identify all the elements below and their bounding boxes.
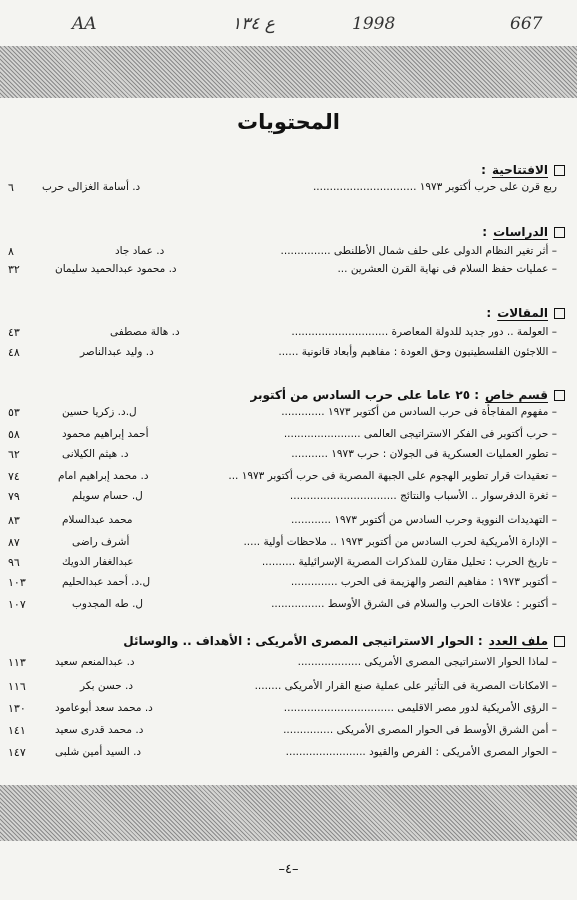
entry-author: د. هيثم الكيلانى — [62, 448, 129, 460]
page-title: المحتويات — [237, 110, 340, 134]
entry-title: – الإدارة الأمريكية لحرب السادس من أكتوبر ١٩٧٣ .. ملاحظات أولية ..... — [243, 536, 557, 548]
entry-page: ٥٨ — [8, 428, 20, 441]
entry-page: ٩٦ — [8, 556, 20, 569]
toc-entry — [0, 656, 577, 671]
entry-author: أحمد إبراهيم محمود — [62, 428, 149, 440]
toc-entry — [0, 598, 577, 613]
entry-title: – اللاجئون الفلسطينيون وحق العودة : مفاهيم وأبعاد قانونية ...... — [278, 346, 557, 358]
handwritten-number: 667 — [510, 14, 543, 34]
entry-title: – الامكانات المصرية فى التأثير على عملية صنع القرار الأمريكى ........ — [254, 680, 557, 692]
toc-entry — [0, 326, 577, 341]
toc-entry — [0, 680, 577, 695]
checkbox-square-icon — [554, 227, 565, 238]
section-label: الافتتاحية — [491, 163, 548, 177]
entry-page: ١٤٧ — [8, 746, 26, 759]
toc-entry — [0, 245, 577, 260]
entry-title: – لماذا الحوار الاستراتيجى المصرى الأمريكى ................... — [297, 656, 557, 668]
entry-title: – العولمة .. دور جديد للدولة المعاصرة ............................. — [291, 326, 557, 338]
section-heading — [251, 388, 565, 402]
toc-entry — [0, 346, 577, 361]
entry-page: ٦٢ — [8, 448, 20, 461]
checkbox-square-icon — [554, 165, 565, 176]
handwritten-code: ع ١٣٤ — [232, 14, 275, 34]
entry-author: د. حسن بكر — [80, 680, 134, 692]
entry-page: ٧٤ — [8, 470, 20, 483]
entry-page: ١٠٣ — [8, 576, 26, 589]
page-number: –٤– — [278, 862, 299, 877]
entry-page: ٤٣ — [8, 326, 20, 339]
entry-author: د. وليد عبدالناصر — [80, 346, 154, 358]
toc-entry — [0, 746, 577, 761]
entry-author: د. محمود عبدالحميد سليمان — [55, 263, 177, 275]
entry-title: ربع قرن على حرب أكتوبر ١٩٧٣ ............................... — [312, 181, 557, 193]
entry-author: محمد عبدالسلام — [62, 514, 133, 526]
entry-title: – أمن الشرق الأوسط فى الحوار المصرى الأمريكى ............... — [283, 724, 557, 736]
section-suffix: : ٢٥ عاما على حرب السادس من أكتوبر — [250, 388, 480, 402]
entry-author: ل.د. أحمد عبدالحليم — [62, 576, 151, 588]
entry-title: – أثر تغير النظام الدولى على حلف شمال الأطلنطى ............... — [280, 245, 557, 257]
toc-entry — [0, 556, 577, 571]
entry-title: – تعقيدات قرار تطوير الهجوم على الجبهة المصرية فى حرب أكتوبر ١٩٧٣ ... — [228, 470, 557, 482]
section-suffix: : الحوار الاستراتيجى المصرى الأمريكى : الأهداف .. والوسائل — [123, 634, 483, 648]
entry-page: ٥٣ — [8, 406, 20, 419]
entry-author: ل. طه المجدوب — [72, 598, 144, 610]
section-heading — [123, 634, 565, 648]
entry-author: عبدالغفار الدويك — [62, 556, 134, 568]
entry-title: – أكتوبر ١٩٧٣ : مفاهيم النصر والهزيمة فى الحرب .............. — [290, 576, 557, 588]
section-label: قسم خاص — [485, 388, 548, 402]
checkbox-square-icon — [554, 390, 565, 401]
entry-author: د. أسامة الغزالى حرب — [42, 181, 141, 193]
toc-entry — [0, 406, 577, 421]
entry-title: – تطور العمليات العسكرية فى الجولان : حرب ١٩٧٣ ........... — [291, 448, 557, 460]
entry-page: ٣٢ — [8, 263, 20, 276]
section-heading — [481, 163, 565, 177]
section-heading — [486, 306, 565, 320]
entry-page: ٤٨ — [8, 346, 20, 359]
entry-author: د. هالة مصطفى — [110, 326, 180, 338]
entry-author: د. محمد قدرى سعيد — [55, 724, 144, 736]
entry-page: ١١٣ — [8, 656, 26, 669]
entry-title: – تاريخ الحرب : تحليل مقارن للمذكرات المصرية الإسرائيلية .......... — [261, 556, 557, 568]
section-suffix: : — [481, 163, 486, 177]
toc-entry — [0, 490, 577, 505]
entry-page: ٦ — [8, 181, 14, 194]
entry-page: ١١٦ — [8, 680, 26, 693]
entry-title: – عمليات حفظ السلام فى نهاية القرن العشرين ... — [337, 263, 557, 275]
toc-entry — [0, 428, 577, 443]
entry-page: ٨٣ — [8, 514, 20, 527]
section-label: ملف العدد — [488, 634, 548, 648]
section-label: المقالات — [497, 306, 548, 320]
entry-page: ١٣٠ — [8, 702, 26, 715]
section-label: الدراسات — [493, 225, 548, 239]
handwritten-mark: AA — [72, 14, 97, 34]
checkbox-square-icon — [554, 636, 565, 647]
toc-entry — [0, 576, 577, 591]
entry-author: د. عبدالمنعم سعيد — [55, 656, 135, 668]
section-heading — [482, 225, 565, 239]
entry-author: د. محمد سعد أبوعامود — [55, 702, 153, 714]
toc-entry — [0, 263, 577, 278]
entry-page: ١٤١ — [8, 724, 26, 737]
toc-entry — [0, 536, 577, 551]
entry-title: – حرب أكتوبر فى الفكر الاستراتيجى العالمى ....................... — [283, 428, 557, 440]
section-suffix: : — [482, 225, 488, 239]
entry-title: – مفهوم المفاجأة فى حرب السادس من أكتوبر ١٩٧٣ ............. — [281, 406, 557, 418]
toc-entry — [0, 181, 577, 196]
checkbox-square-icon — [554, 308, 565, 319]
entry-author: د. محمد إبراهيم امام — [58, 470, 149, 482]
entry-author: ل. حسام سويلم — [72, 490, 143, 502]
entry-page: ١٠٧ — [8, 598, 26, 611]
bottom-hatch-band — [0, 785, 577, 841]
entry-page: ٨ — [8, 245, 14, 258]
toc-entry — [0, 702, 577, 717]
entry-page: ٨٧ — [8, 536, 20, 549]
entry-title: – أكتوبر : علاقات الحرب والسلام فى الشرق الأوسط ................ — [271, 598, 557, 610]
toc-entry — [0, 470, 577, 485]
section-suffix: : — [486, 306, 492, 320]
entry-title: – ثغرة الدفرسوار .. الأسباب والنتائج ................................ — [289, 490, 557, 502]
toc-entry — [0, 514, 577, 529]
entry-author: د. عماد جاد — [115, 245, 165, 257]
entry-title: – التهديدات النووية وحرب السادس من أكتوبر ١٩٧٣ ............ — [290, 514, 557, 526]
entry-title: – الرؤى الأمريكية لدور مصر الاقليمى ................................. — [283, 702, 557, 714]
entry-author: ل.د. زكريا حسين — [62, 406, 137, 418]
entry-author: د. السيد أمين شلبى — [55, 746, 142, 758]
handwritten-year: 1998 — [352, 14, 396, 34]
toc-entry — [0, 724, 577, 739]
entry-title: – الحوار المصرى الأمريكى : الفرص والقيود ........................ — [285, 746, 557, 758]
entry-author: أشرف راضى — [72, 536, 130, 548]
toc-entry — [0, 448, 577, 463]
entry-page: ٧٩ — [8, 490, 20, 503]
